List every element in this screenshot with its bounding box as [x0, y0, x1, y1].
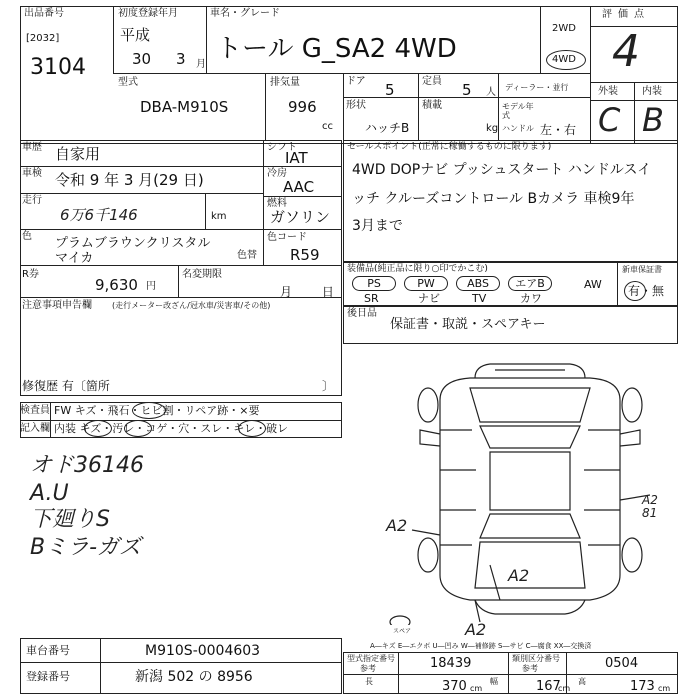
class: 0504 [605, 656, 639, 671]
equip-airbag: エアB [508, 276, 552, 291]
width-label: 幅 [490, 677, 498, 686]
body-type: ハッチB [365, 121, 410, 135]
width: 167 [536, 679, 561, 694]
body-type-label: 形状 [346, 100, 366, 111]
equip-aw: AW [584, 278, 602, 291]
drive-4wd: 4WD [552, 54, 576, 65]
score-label: 評価点 [602, 9, 650, 20]
load-label: 積載 [422, 100, 442, 111]
plate: 新潟 502 の 8956 [135, 669, 253, 685]
diagram-mark-right: A2 81 [642, 493, 658, 520]
equip-tv: TV [472, 292, 487, 305]
width-unit: cm [558, 684, 571, 693]
chassis: M910S-0004603 [145, 643, 261, 659]
type-cert: 18439 [430, 656, 472, 671]
handle-label: ハンドル [502, 124, 534, 133]
selling-points-label: セールスポイント(正常に稼働するものに限ります) [347, 142, 552, 152]
note-odo: オド36146 [30, 453, 144, 478]
repair-label: 修復歴 有〔箇所 [22, 379, 110, 393]
shift-label: シフト [267, 142, 297, 153]
doors: 5 [385, 81, 395, 99]
diagram-mark-left: A2 [386, 516, 408, 535]
chassis-label: 車台番号 [26, 644, 70, 657]
height: 173 [630, 679, 655, 694]
name-change-label: 名変期限 [182, 269, 222, 280]
color-line1: プラムブラウンクリスタル [55, 236, 211, 251]
note-underbody: 下廻りS [30, 507, 110, 532]
first-reg-label: 初度登録年月 [118, 8, 178, 19]
equip-navi: ナビ [418, 292, 440, 305]
recycle-unit: 円 [146, 281, 156, 292]
new-car-value: 有・無 [628, 284, 665, 298]
shift: IAT [285, 149, 308, 167]
drive-2wd: 2WD [552, 23, 576, 34]
type-cert-label: 型式指定番号 [347, 654, 395, 663]
exterior-grade: C [598, 101, 621, 139]
class-label: 類別区分番号 [512, 654, 560, 663]
interior-grade: B [642, 101, 664, 139]
exterior-label: 外装 [598, 86, 618, 97]
color-line2: マイカ [55, 251, 94, 266]
capacity: 5 [462, 81, 472, 99]
note-au: A.U [30, 481, 69, 506]
ac: AAC [283, 178, 315, 196]
fuel: ガソリン [270, 208, 331, 226]
car-damage-diagram [380, 360, 680, 625]
equip-sr: SR [364, 292, 379, 305]
color-change-label: 色替 [237, 250, 257, 261]
inspector-row-1: FW キズ・飛石・ヒビ割・リペア跡・×要 [54, 404, 260, 417]
era: 平成 [120, 26, 151, 44]
color-code: R59 [290, 246, 320, 264]
length: 370 [442, 679, 467, 694]
dealer-label: ディーラー・並行 [505, 83, 569, 92]
circle-yogore [124, 420, 152, 437]
inspection-label: 車検 [22, 168, 42, 179]
auction-sheet [20, 6, 678, 144]
displacement: 996 [288, 98, 317, 116]
month-unit: 月 [196, 59, 206, 70]
handle: 左・右 [540, 123, 577, 137]
score: 4 [612, 26, 640, 77]
spare-label: スペア [393, 628, 412, 635]
accessories-label: 後日品 [347, 308, 377, 319]
displacement-unit: cc [322, 121, 333, 132]
height-label: 高 [578, 677, 586, 686]
lot-label: 出品番号 [24, 8, 64, 19]
diagram-mark-bumper: A2 [465, 620, 487, 639]
plate-label: 登録番号 [26, 670, 70, 683]
reg-year: 30 [132, 50, 152, 68]
circle-tobiishi [132, 402, 166, 419]
recycle-fee: 9,630 [95, 276, 138, 294]
new-car-label: 新車保証書 [622, 265, 662, 274]
model-code: DBA-M910S [140, 98, 229, 116]
color-code-label: 色コード [267, 232, 307, 243]
capacity-unit: 人 [486, 87, 496, 98]
selling-points-line2: ッチ クルーズコントロール Bカメラ 車検9年 [352, 191, 635, 207]
model-name-label: 車名・グレード [210, 8, 280, 19]
notes-label: 注意事項申告欄 [22, 300, 92, 311]
model-code-label: 型式 [118, 77, 138, 88]
selling-points-line1: 4WD DOPナビ プッシュスタート ハンドルスイ [352, 162, 652, 178]
displacement-label: 排気量 [270, 77, 300, 88]
interior-label: 内装 [642, 86, 662, 97]
circle-sure [238, 420, 266, 437]
repair-close: 〕 [322, 379, 335, 393]
accessories: 保証書・取説・スペアキー [390, 317, 546, 332]
usage: 自家用 [55, 145, 101, 163]
recycle-label: R券 [22, 269, 39, 280]
inspector-row-2: 内装 キズ・汚レ・コゲ・穴・スレ・キレ・破レ [54, 422, 289, 435]
equip-ps: PS [352, 276, 396, 291]
new-car-circle [624, 281, 646, 301]
reg-month: 3 [176, 50, 186, 68]
circle-kizu [84, 420, 112, 437]
length-unit: cm [470, 684, 483, 693]
model-name: トール G_SA2 4WD [216, 34, 457, 64]
note-mirror: Bミラ-ガズ [30, 535, 142, 560]
mileage: 6万6千146 [60, 206, 138, 224]
damage-legend: A―キズ E―エクボ U―凹み W―補修跡 S―サビ C―腐食 XX―交換済 [370, 642, 592, 650]
diagram-mark-rear: A2 [508, 566, 530, 585]
ac-label: 冷房 [267, 168, 287, 179]
equip-pw: PW [404, 276, 448, 291]
color-label: 色 [22, 231, 32, 242]
inspection: 令和 9 年 3 月(29 日) [55, 171, 204, 189]
type-cert-ref: 参考 [360, 664, 376, 673]
lot-sub: [2032] [26, 33, 60, 44]
mileage-label: 走行 [22, 195, 42, 206]
model-year-label: モデル年式 [502, 102, 534, 120]
lot-number: 3104 [30, 55, 86, 80]
usage-label: 車歴 [22, 142, 42, 153]
fuel-label: 燃料 [267, 198, 287, 209]
length-label: 長 [365, 677, 373, 686]
equip-leather: カワ [520, 292, 542, 305]
notes-sub: (走行メーター改ざん/冠水車/災害車/その他) [112, 301, 271, 310]
equipment-label: 装備品(純正品に限り○印でかこむ) [347, 264, 488, 274]
selling-points-line3: 3月まで [352, 218, 403, 234]
capacity-label: 定員 [422, 76, 442, 87]
name-change: 月 日 [280, 285, 334, 299]
inspector-label-1: 検査員 [20, 405, 50, 416]
mileage-unit: km [211, 211, 227, 222]
class-ref: 参考 [522, 664, 538, 673]
height-unit: cm [658, 684, 671, 693]
doors-label: ドア [346, 76, 366, 87]
inspector-label-2: 記入欄 [20, 423, 50, 434]
load-unit: kg [486, 123, 499, 134]
equip-abs: ABS [456, 276, 500, 291]
